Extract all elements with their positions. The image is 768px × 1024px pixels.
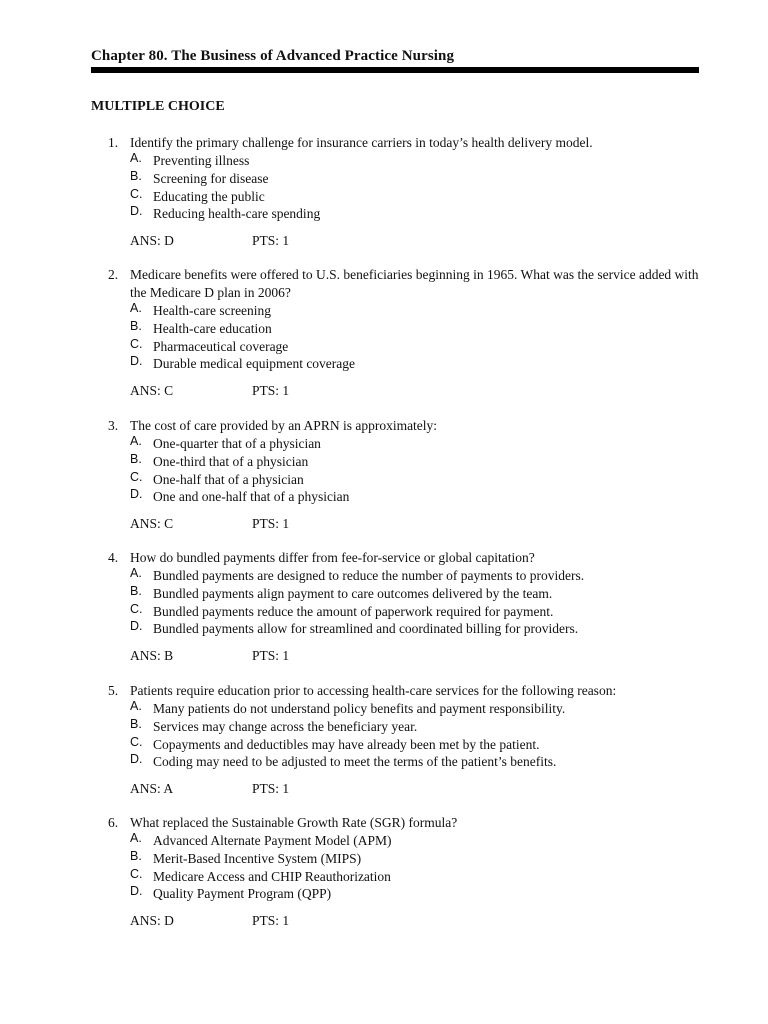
- option-letter: A.: [130, 434, 142, 448]
- chapter-title: Chapter 80. The Business of Advanced Practice Nursing: [91, 48, 455, 64]
- question-text: What replaced the Sustainable Growth Rate (SGR) formula?: [130, 815, 458, 830]
- option-text: Quality Payment Program (QPP): [153, 886, 332, 902]
- option-letter: A.: [130, 831, 142, 845]
- option-letter: A.: [130, 566, 142, 580]
- answer-key: ANS: C: [130, 516, 174, 532]
- answer-row: [108, 232, 708, 250]
- question-2: [108, 266, 708, 400]
- answer-key: ANS: C: [130, 383, 174, 399]
- answer-key: ANS: A: [130, 781, 174, 797]
- question-text: Medicare benefits were offered to U.S. beneficiaries beginning in 1965. What was the service added with the Medicare D plan in 2006?: [130, 267, 699, 300]
- points-value: PTS: 1: [252, 516, 290, 532]
- option-a: [108, 302, 708, 320]
- option-letter: D.: [130, 487, 143, 502]
- answer-key: ANS: D: [130, 913, 174, 929]
- question-stem: [108, 549, 708, 567]
- option-letter: C.: [130, 734, 143, 749]
- option-text: Pharmaceutical coverage: [153, 338, 289, 354]
- option-letter: D.: [130, 204, 143, 219]
- option-d: [108, 753, 708, 771]
- option-b: [108, 585, 708, 603]
- option-letter: C.: [130, 336, 143, 351]
- option-letter: B.: [130, 318, 142, 333]
- option-letter: A.: [130, 301, 142, 315]
- question-stem: [108, 417, 708, 435]
- option-letter: C.: [130, 866, 143, 881]
- title-rule: [91, 67, 699, 73]
- question-3: [108, 417, 708, 533]
- option-text: One-quarter that of a physician: [153, 436, 321, 451]
- points-value: PTS: 1: [252, 781, 290, 797]
- option-a: [108, 152, 708, 170]
- points-value: PTS: 1: [252, 233, 290, 249]
- option-text: Preventing illness: [153, 153, 250, 168]
- option-letter: C.: [130, 469, 143, 484]
- answer-row: [108, 382, 708, 400]
- option-text: Bundled payments reduce the amount of paperwork required for payment.: [153, 603, 554, 619]
- question-stem: [108, 266, 708, 302]
- answer-row: [108, 780, 708, 798]
- option-text: Durable medical equipment coverage: [153, 356, 356, 372]
- option-text: One-half that of a physician: [153, 471, 304, 487]
- question-text: How do bundled payments differ from fee-for-service or global capitation?: [130, 550, 535, 565]
- option-text: Screening for disease: [153, 170, 269, 186]
- option-d: [108, 355, 708, 373]
- option-c: [108, 736, 708, 754]
- option-text: Reducing health-care spending: [153, 206, 321, 222]
- points-value: PTS: 1: [252, 648, 290, 664]
- option-b: [108, 718, 708, 736]
- option-text: One and one-half that of a physician: [153, 489, 350, 505]
- question-4: [108, 549, 708, 665]
- option-d: [108, 885, 708, 903]
- answer-row: [108, 515, 708, 533]
- option-a: [108, 435, 708, 453]
- section-heading: MULTIPLE CHOICE: [91, 99, 225, 114]
- option-list: [108, 152, 708, 223]
- option-letter: D.: [130, 884, 143, 899]
- option-d: [108, 620, 708, 638]
- option-letter: B.: [130, 716, 142, 731]
- option-letter: D.: [130, 354, 143, 369]
- question-number: 5.: [108, 683, 119, 698]
- option-a: [108, 832, 708, 850]
- option-letter: B.: [130, 583, 142, 598]
- option-letter: B.: [130, 451, 142, 466]
- option-letter: A.: [130, 151, 142, 165]
- option-c: [108, 338, 708, 356]
- question-5: [108, 682, 708, 798]
- answer-key: ANS: B: [130, 648, 174, 664]
- question-number: 6.: [108, 815, 119, 830]
- option-text: Bundled payments allow for streamlined and coordinated billing for providers.: [153, 621, 579, 637]
- option-b: [108, 320, 708, 338]
- question-number: 1.: [108, 135, 119, 150]
- option-list: [108, 302, 708, 373]
- option-c: [108, 868, 708, 886]
- question-stem: [108, 814, 708, 832]
- option-d: [108, 488, 708, 506]
- question-stem: [108, 682, 708, 700]
- option-text: Advanced Alternate Payment Model (APM): [153, 833, 392, 848]
- option-a: [108, 700, 708, 718]
- question-number: 2.: [108, 267, 119, 282]
- option-text: Services may change across the beneficiary year.: [153, 718, 418, 734]
- option-text: Coding may need to be adjusted to meet the terms of the patient’s benefits.: [153, 754, 557, 770]
- option-b: [108, 170, 708, 188]
- question-text: The cost of care provided by an APRN is approximately:: [130, 418, 438, 433]
- option-b: [108, 453, 708, 471]
- option-c: [108, 471, 708, 489]
- question-stem: [108, 134, 708, 152]
- option-letter: D.: [130, 619, 143, 634]
- option-a: [108, 567, 708, 585]
- points-value: PTS: 1: [252, 383, 290, 399]
- option-letter: B.: [130, 168, 142, 183]
- option-text: Health-care education: [153, 320, 272, 336]
- option-text: Educating the public: [153, 188, 265, 204]
- option-text: One-third that of a physician: [153, 453, 309, 469]
- option-c: [108, 188, 708, 206]
- option-list: [108, 700, 708, 771]
- option-letter: C.: [130, 601, 143, 616]
- question-text: Identify the primary challenge for insurance carriers in today’s health delivery model.: [130, 135, 593, 150]
- option-text: Health-care screening: [153, 303, 272, 318]
- option-text: Copayments and deductibles may have already been met by the patient.: [153, 736, 540, 752]
- option-letter: B.: [130, 848, 142, 863]
- option-text: Many patients do not understand policy benefits and payment responsibility.: [153, 701, 566, 716]
- option-text: Medicare Access and CHIP Reauthorization: [153, 868, 391, 884]
- question-number: 3.: [108, 418, 119, 433]
- option-text: Merit-Based Incentive System (MIPS): [153, 850, 362, 866]
- option-list: [108, 435, 708, 506]
- option-c: [108, 603, 708, 621]
- points-value: PTS: 1: [252, 913, 290, 929]
- question-number: 4.: [108, 550, 119, 565]
- option-text: Bundled payments are designed to reduce the number of payments to providers.: [153, 568, 585, 583]
- answer-row: [108, 647, 708, 665]
- answer-key: ANS: D: [130, 233, 174, 249]
- option-text: Bundled payments align payment to care outcomes delivered by the team.: [153, 585, 553, 601]
- option-d: [108, 205, 708, 223]
- question-text: Patients require education prior to accessing health-care services for the following reason:: [130, 683, 617, 698]
- option-letter: A.: [130, 699, 142, 713]
- option-list: [108, 832, 708, 903]
- question-1: [108, 134, 708, 250]
- option-list: [108, 567, 708, 638]
- question-6: [108, 814, 708, 930]
- option-letter: D.: [130, 752, 143, 767]
- option-b: [108, 850, 708, 868]
- option-letter: C.: [130, 186, 143, 201]
- answer-row: [108, 912, 708, 930]
